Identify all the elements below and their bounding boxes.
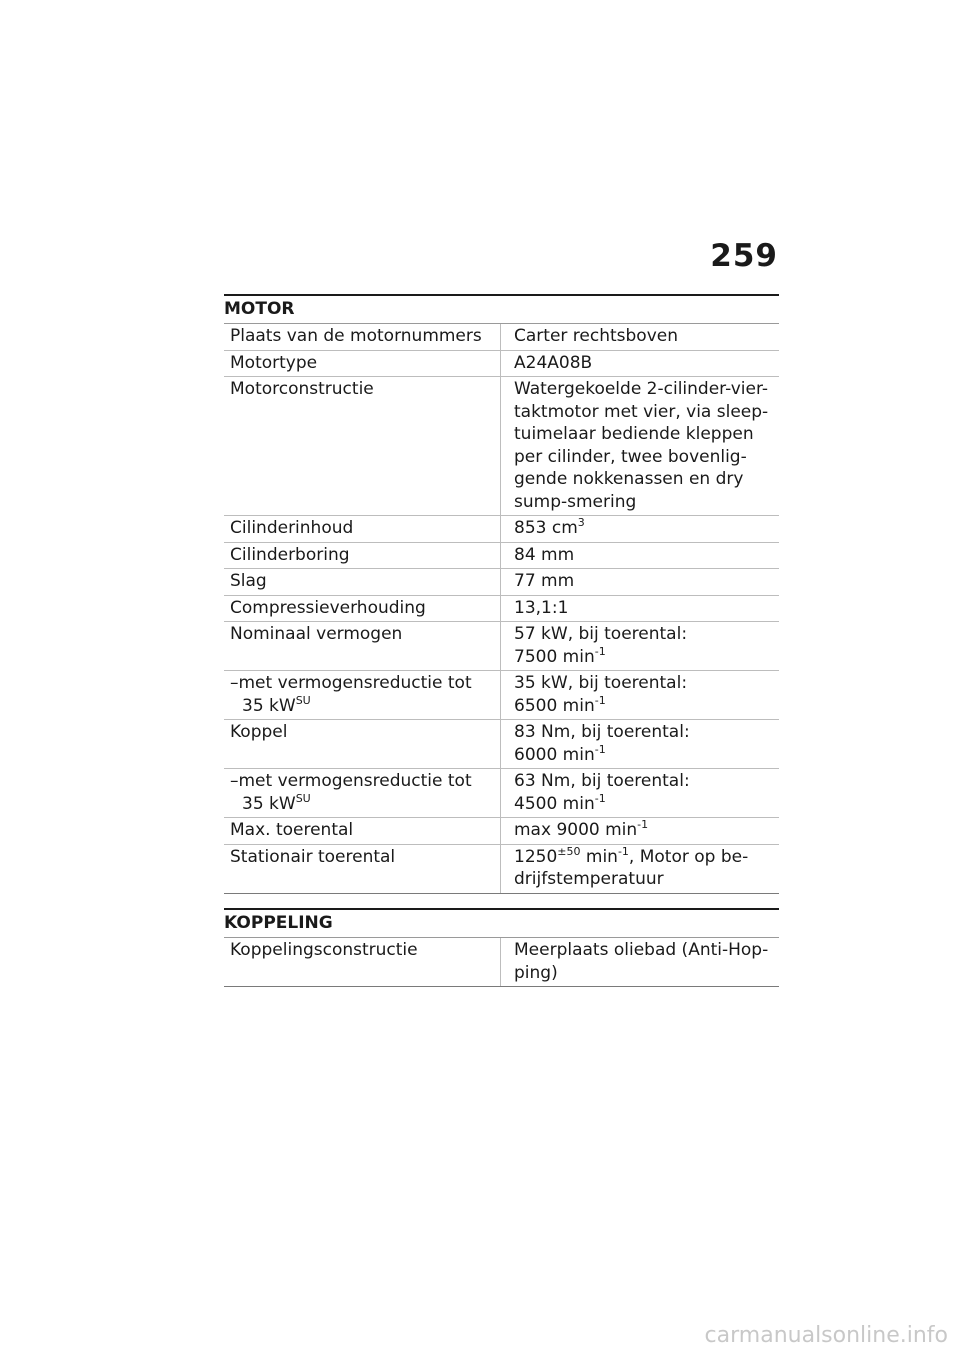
superscript: -1: [594, 742, 606, 756]
table-row: [224, 595, 779, 622]
spec-value: [501, 377, 780, 516]
motor-section-title: MOTOR: [224, 294, 779, 324]
spec-label: Motorconstructie: [224, 377, 501, 516]
table-row: [224, 671, 779, 720]
spec-label-line: [230, 695, 500, 718]
spec-value-line: [514, 646, 779, 669]
superscript: ±50: [557, 844, 581, 858]
spec-value: 13,1:1: [501, 595, 780, 622]
spec-value-text: max 9000 min: [514, 820, 638, 840]
spec-value-line: [514, 793, 779, 816]
spec-label: Cilinderinhoud: [224, 516, 501, 543]
spec-value-text: 6000 min: [514, 744, 595, 765]
spec-value: [501, 844, 780, 893]
spec-value: 77 mm: [501, 569, 780, 596]
spec-value: [501, 720, 780, 769]
spec-label-line: [230, 793, 500, 816]
watermark: carmanualsonline.info: [704, 1323, 948, 1348]
spec-value-line: 35 kW, bij toerental:: [514, 673, 688, 693]
spec-label: Slag: [224, 569, 501, 596]
spec-label-line: –met vermogensreductie tot: [230, 771, 472, 791]
table-row: [224, 569, 779, 596]
table-row: [224, 622, 779, 671]
spec-value-text: min: [580, 846, 618, 867]
table-row: [224, 350, 779, 377]
spec-value: A24A08B: [501, 350, 780, 377]
table-row: [224, 542, 779, 569]
spec-value: [501, 818, 780, 845]
spec-value-line: 57 kW, bij toerental:: [514, 624, 688, 644]
spec-value-text: 7500 min: [514, 646, 595, 667]
koppeling-section: [224, 908, 779, 987]
spec-value: [501, 622, 780, 671]
table-row: [224, 844, 779, 893]
motor-section: [224, 294, 779, 894]
spec-value-text: 853 cm: [514, 518, 578, 538]
spec-label-text: 35 kW: [242, 793, 296, 814]
table-row: [224, 324, 779, 350]
spec-value-line: [514, 744, 779, 767]
spec-label: Motortype: [224, 350, 501, 377]
superscript: SU: [295, 791, 311, 805]
spec-label: [224, 671, 501, 720]
spec-label: Stationair toerental: [224, 844, 501, 893]
spec-value: [501, 938, 780, 987]
superscript: -1: [637, 818, 649, 831]
spec-value: [501, 516, 780, 543]
spec-value-line: [514, 846, 779, 869]
spec-label: Nominaal vermogen: [224, 622, 501, 671]
table-row: [224, 377, 779, 516]
spec-label-text: 35 kW: [242, 695, 296, 716]
spec-value-line: 63 Nm, bij toerental:: [514, 771, 690, 791]
spec-value-text: 1250: [514, 846, 558, 867]
koppeling-spec-table: [224, 938, 779, 987]
table-row: [224, 818, 779, 845]
koppeling-section-title: KOPPELING: [224, 908, 779, 938]
spec-value-line: ping): [514, 962, 558, 983]
spec-value-text: 4500 min: [514, 793, 595, 814]
spec-label: Cilinderboring: [224, 542, 501, 569]
spec-value-line: 83 Nm, bij toerental:: [514, 722, 690, 742]
spec-label: Koppelingsconstructie: [224, 938, 501, 987]
spec-value-text: , Motor op be-: [628, 846, 749, 867]
motor-spec-table: [224, 324, 779, 894]
spec-value-line: taktmotor met vier, via sleep-: [514, 401, 769, 422]
spec-value: Carter rechtsboven: [501, 324, 780, 350]
spec-value-line: Meerplaats oliebad (Anti-Hop-: [514, 940, 769, 960]
spec-value: 84 mm: [501, 542, 780, 569]
table-row: [224, 720, 779, 769]
spec-value-line: per cilinder, twee bovenlig-: [514, 446, 747, 467]
superscript: -1: [617, 844, 629, 858]
superscript: -1: [594, 644, 606, 658]
spec-value-line: drijfstemperatuur: [514, 869, 664, 889]
spec-label: [224, 769, 501, 818]
spec-label: Max. toerental: [224, 818, 501, 845]
spec-value-line: tuimelaar bediende kleppen: [514, 424, 754, 444]
spec-value: [501, 671, 780, 720]
spec-value-line: sump-smering: [514, 491, 637, 512]
superscript: SU: [295, 693, 311, 707]
table-row: [224, 938, 779, 987]
table-row: [224, 516, 779, 543]
superscript: -1: [594, 791, 606, 805]
page-number: 259: [710, 238, 778, 274]
spec-value: [501, 769, 780, 818]
table-row: [224, 769, 779, 818]
spec-value-line: [514, 695, 779, 718]
spec-label: Koppel: [224, 720, 501, 769]
spec-label: Plaats van de motornummers: [224, 324, 501, 350]
superscript: -1: [594, 693, 606, 707]
spec-value-line: gende nokkenassen en dry: [514, 469, 744, 489]
superscript: 3: [577, 516, 585, 529]
spec-value-line: Watergekoelde 2-cilinder-vier-: [514, 379, 769, 399]
spec-value-text: 6500 min: [514, 695, 595, 716]
spec-label: Compressieverhouding: [224, 595, 501, 622]
spec-label-line: –met vermogensreductie tot: [230, 673, 472, 693]
